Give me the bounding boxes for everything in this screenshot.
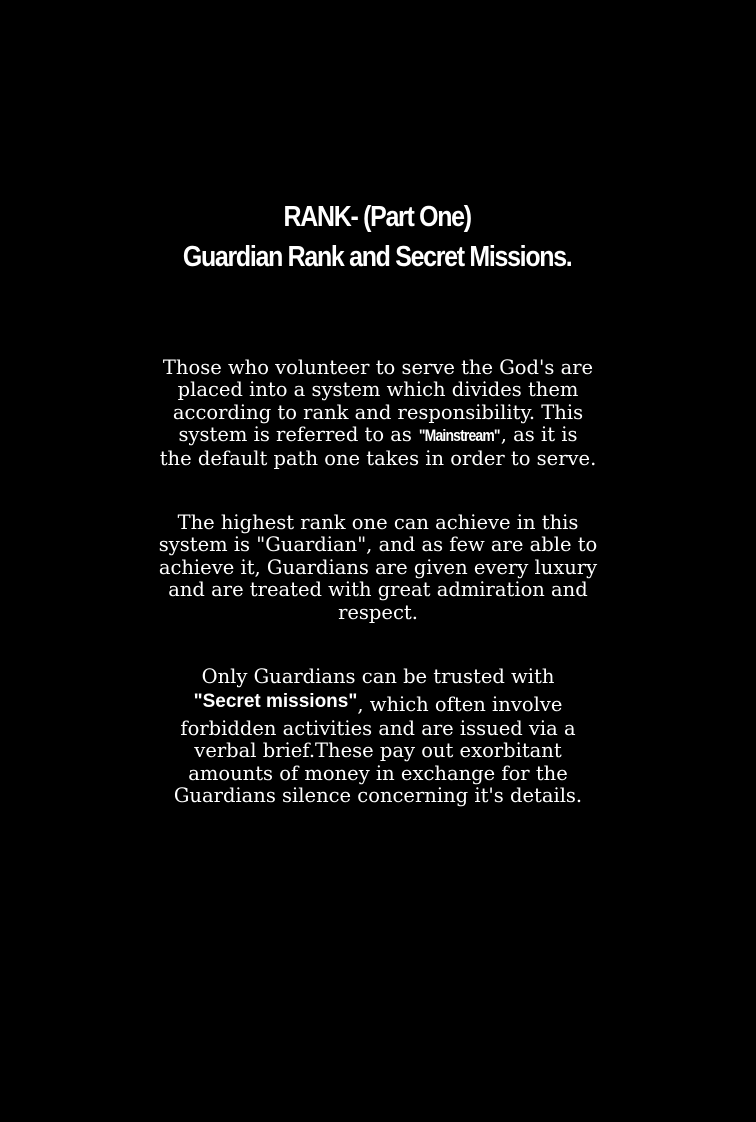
line-text-after: , as it is xyxy=(500,423,578,447)
paragraph-line: respect. xyxy=(338,600,418,624)
paragraph-line: Those who volunteer to serve the God's are xyxy=(162,356,594,379)
paragraph-line: verbal brief.These pay out exorbitant xyxy=(194,739,562,763)
paragraph-line: amounts of money in exchange for the xyxy=(188,761,568,785)
paragraph-line: achieve it, Guardians are given every luxury xyxy=(158,555,598,579)
mainstream-keyword: "Mainstream" xyxy=(419,426,500,446)
paragraph-guardian xyxy=(60,512,696,624)
paragraph-line: Only Guardians can be trusted with xyxy=(201,665,555,688)
line-text-before: system is referred to as xyxy=(178,423,419,447)
paragraph-line-with-keyword xyxy=(60,424,696,447)
paragraph-line: and are treated with great admiration and xyxy=(168,578,588,602)
paragraph-line: the default path one takes in order to serve. xyxy=(159,446,597,470)
paragraph-line: The highest rank one can achieve in this xyxy=(177,511,579,534)
paragraph-line: forbidden activities and are issued via a xyxy=(180,716,576,740)
line-text-after: , which often involve xyxy=(357,693,563,717)
paragraph-line: Guardians silence concerning it's details. xyxy=(173,784,583,808)
paragraph-line: placed into a system which divides them xyxy=(177,378,579,402)
paragraph-line: according to rank and responsibility. This xyxy=(172,400,584,424)
paragraph-secret-missions xyxy=(60,666,696,807)
heading-line-2: Guardian Rank and Secret Missions. xyxy=(182,241,572,273)
secret-missions-keyword: "Secret missions" xyxy=(193,691,358,713)
paragraph-mainstream xyxy=(60,357,696,470)
heading-line-1: RANK- (Part One) xyxy=(283,201,471,233)
paragraph-line: system is "Guardian", and as few are able to xyxy=(158,533,598,557)
paragraph-line-with-keyword xyxy=(60,691,696,717)
